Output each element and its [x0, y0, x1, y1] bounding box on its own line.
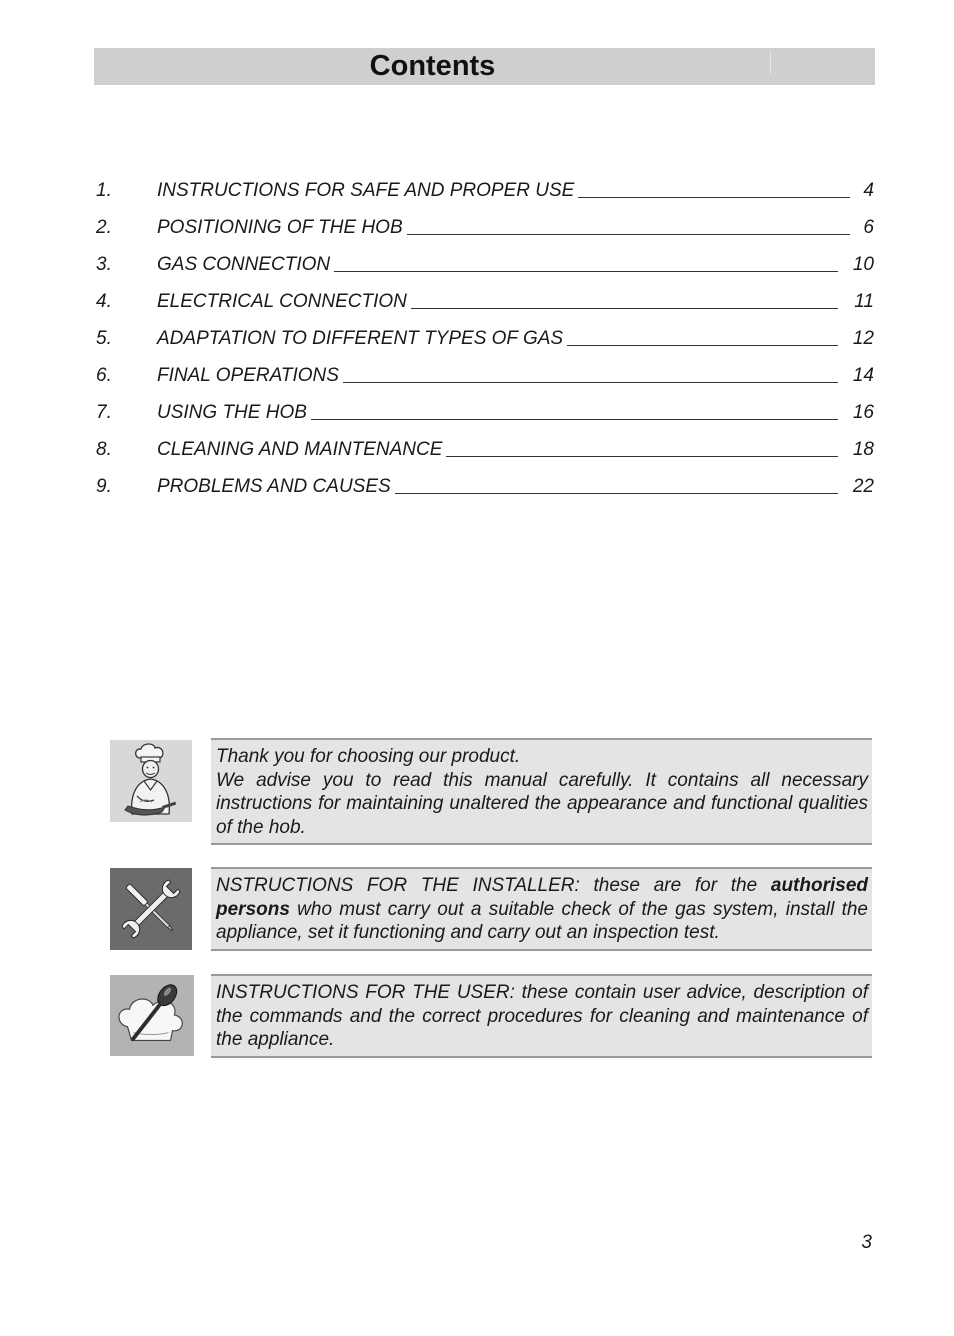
installer-text-bold: authorised persons [216, 875, 868, 920]
installer-text-box [211, 867, 872, 951]
table-of-contents [96, 178, 874, 511]
installer-text-rest: who must carry out a suitable check of the gas system, install the appliance, set it functioning and carry out an inspection test. [216, 898, 868, 943]
toc-item-number: 2. [96, 217, 112, 238]
toc-leader-line [311, 418, 838, 420]
toc-item-page: 16 [852, 402, 874, 423]
toc-item-page: 10 [852, 254, 874, 275]
toc-item-page: 6 [863, 217, 874, 238]
toc-item[interactable] [96, 289, 874, 326]
toc-item-number: 7. [96, 402, 112, 423]
toc-item[interactable] [96, 326, 874, 363]
page-number: 3 [861, 1232, 872, 1253]
toc-item-label: GAS CONNECTION [157, 254, 331, 275]
user-text-box [211, 974, 872, 1058]
toc-leader-line [407, 233, 850, 235]
toc-item-page: 11 [854, 291, 874, 312]
toc-item-label: CLEANING AND MAINTENANCE [157, 439, 443, 460]
toc-item[interactable] [96, 400, 874, 437]
welcome-text-box [211, 738, 872, 845]
toc-item-page: 12 [852, 328, 874, 349]
toc-item[interactable] [96, 363, 874, 400]
toc-leader-line [411, 307, 838, 309]
toc-item-label: PROBLEMS AND CAUSES [157, 476, 391, 497]
toc-item[interactable] [96, 215, 874, 252]
toc-item-number: 6. [96, 365, 112, 386]
toc-item[interactable] [96, 437, 874, 474]
toc-leader-line [446, 455, 838, 457]
user-note [110, 974, 872, 1058]
toc-leader-line [578, 196, 850, 198]
installer-note [110, 867, 872, 951]
user-instructions-text: INSTRUCTIONS FOR THE USER: these contain user advice, description of the commands and the correct procedures for cleaning and maintenance of the appliance. [216, 982, 868, 1050]
toc-item[interactable] [96, 178, 874, 215]
toc-leader-line [343, 381, 838, 383]
installer-text-intro: NSTRUCTIONS FOR THE INSTALLER: these are for the [216, 875, 771, 896]
toc-item-page: 14 [852, 365, 874, 386]
toc-item-label: POSITIONING OF THE HOB [157, 217, 403, 238]
toc-item-page: 4 [863, 180, 874, 201]
welcome-note [110, 738, 872, 844]
toc-item-page: 22 [852, 476, 874, 497]
header-divider [770, 50, 771, 74]
toc-item-label: FINAL OPERATIONS [157, 365, 339, 386]
toc-item-label: USING THE HOB [157, 402, 307, 423]
welcome-thanks: Thank you for choosing our product. [216, 746, 521, 767]
toc-item[interactable] [96, 252, 874, 289]
toc-leader-line [567, 344, 838, 346]
toc-item-number: 5. [96, 328, 112, 349]
toc-leader-line [395, 492, 838, 494]
toc-item-label: INSTRUCTIONS FOR SAFE AND PROPER USE [157, 180, 575, 201]
toc-item-label: ADAPTATION TO DIFFERENT TYPES OF GAS [157, 328, 564, 349]
toc-item[interactable] [96, 474, 874, 511]
toc-item-number: 8. [96, 439, 112, 460]
toc-leader-line [334, 270, 838, 272]
page-title: Contents [369, 50, 496, 82]
toc-item-number: 9. [96, 476, 112, 497]
tools-icon [110, 868, 191, 949]
toc-item-label: ELECTRICAL CONNECTION [157, 291, 407, 312]
welcome-advice: We advise you to read this manual carefully. It contains all necessary instructions for maintaining unaltered the appearance and functional qualities of the hob. [216, 769, 868, 838]
toc-item-number: 3. [96, 254, 112, 275]
toc-item-number: 4. [96, 291, 112, 312]
contents-header-bar [94, 48, 875, 85]
toc-item-page: 18 [852, 439, 874, 460]
chef-icon [110, 740, 192, 822]
toc-item-number: 1. [96, 180, 112, 201]
spoon-chef-hat-icon [110, 975, 194, 1056]
